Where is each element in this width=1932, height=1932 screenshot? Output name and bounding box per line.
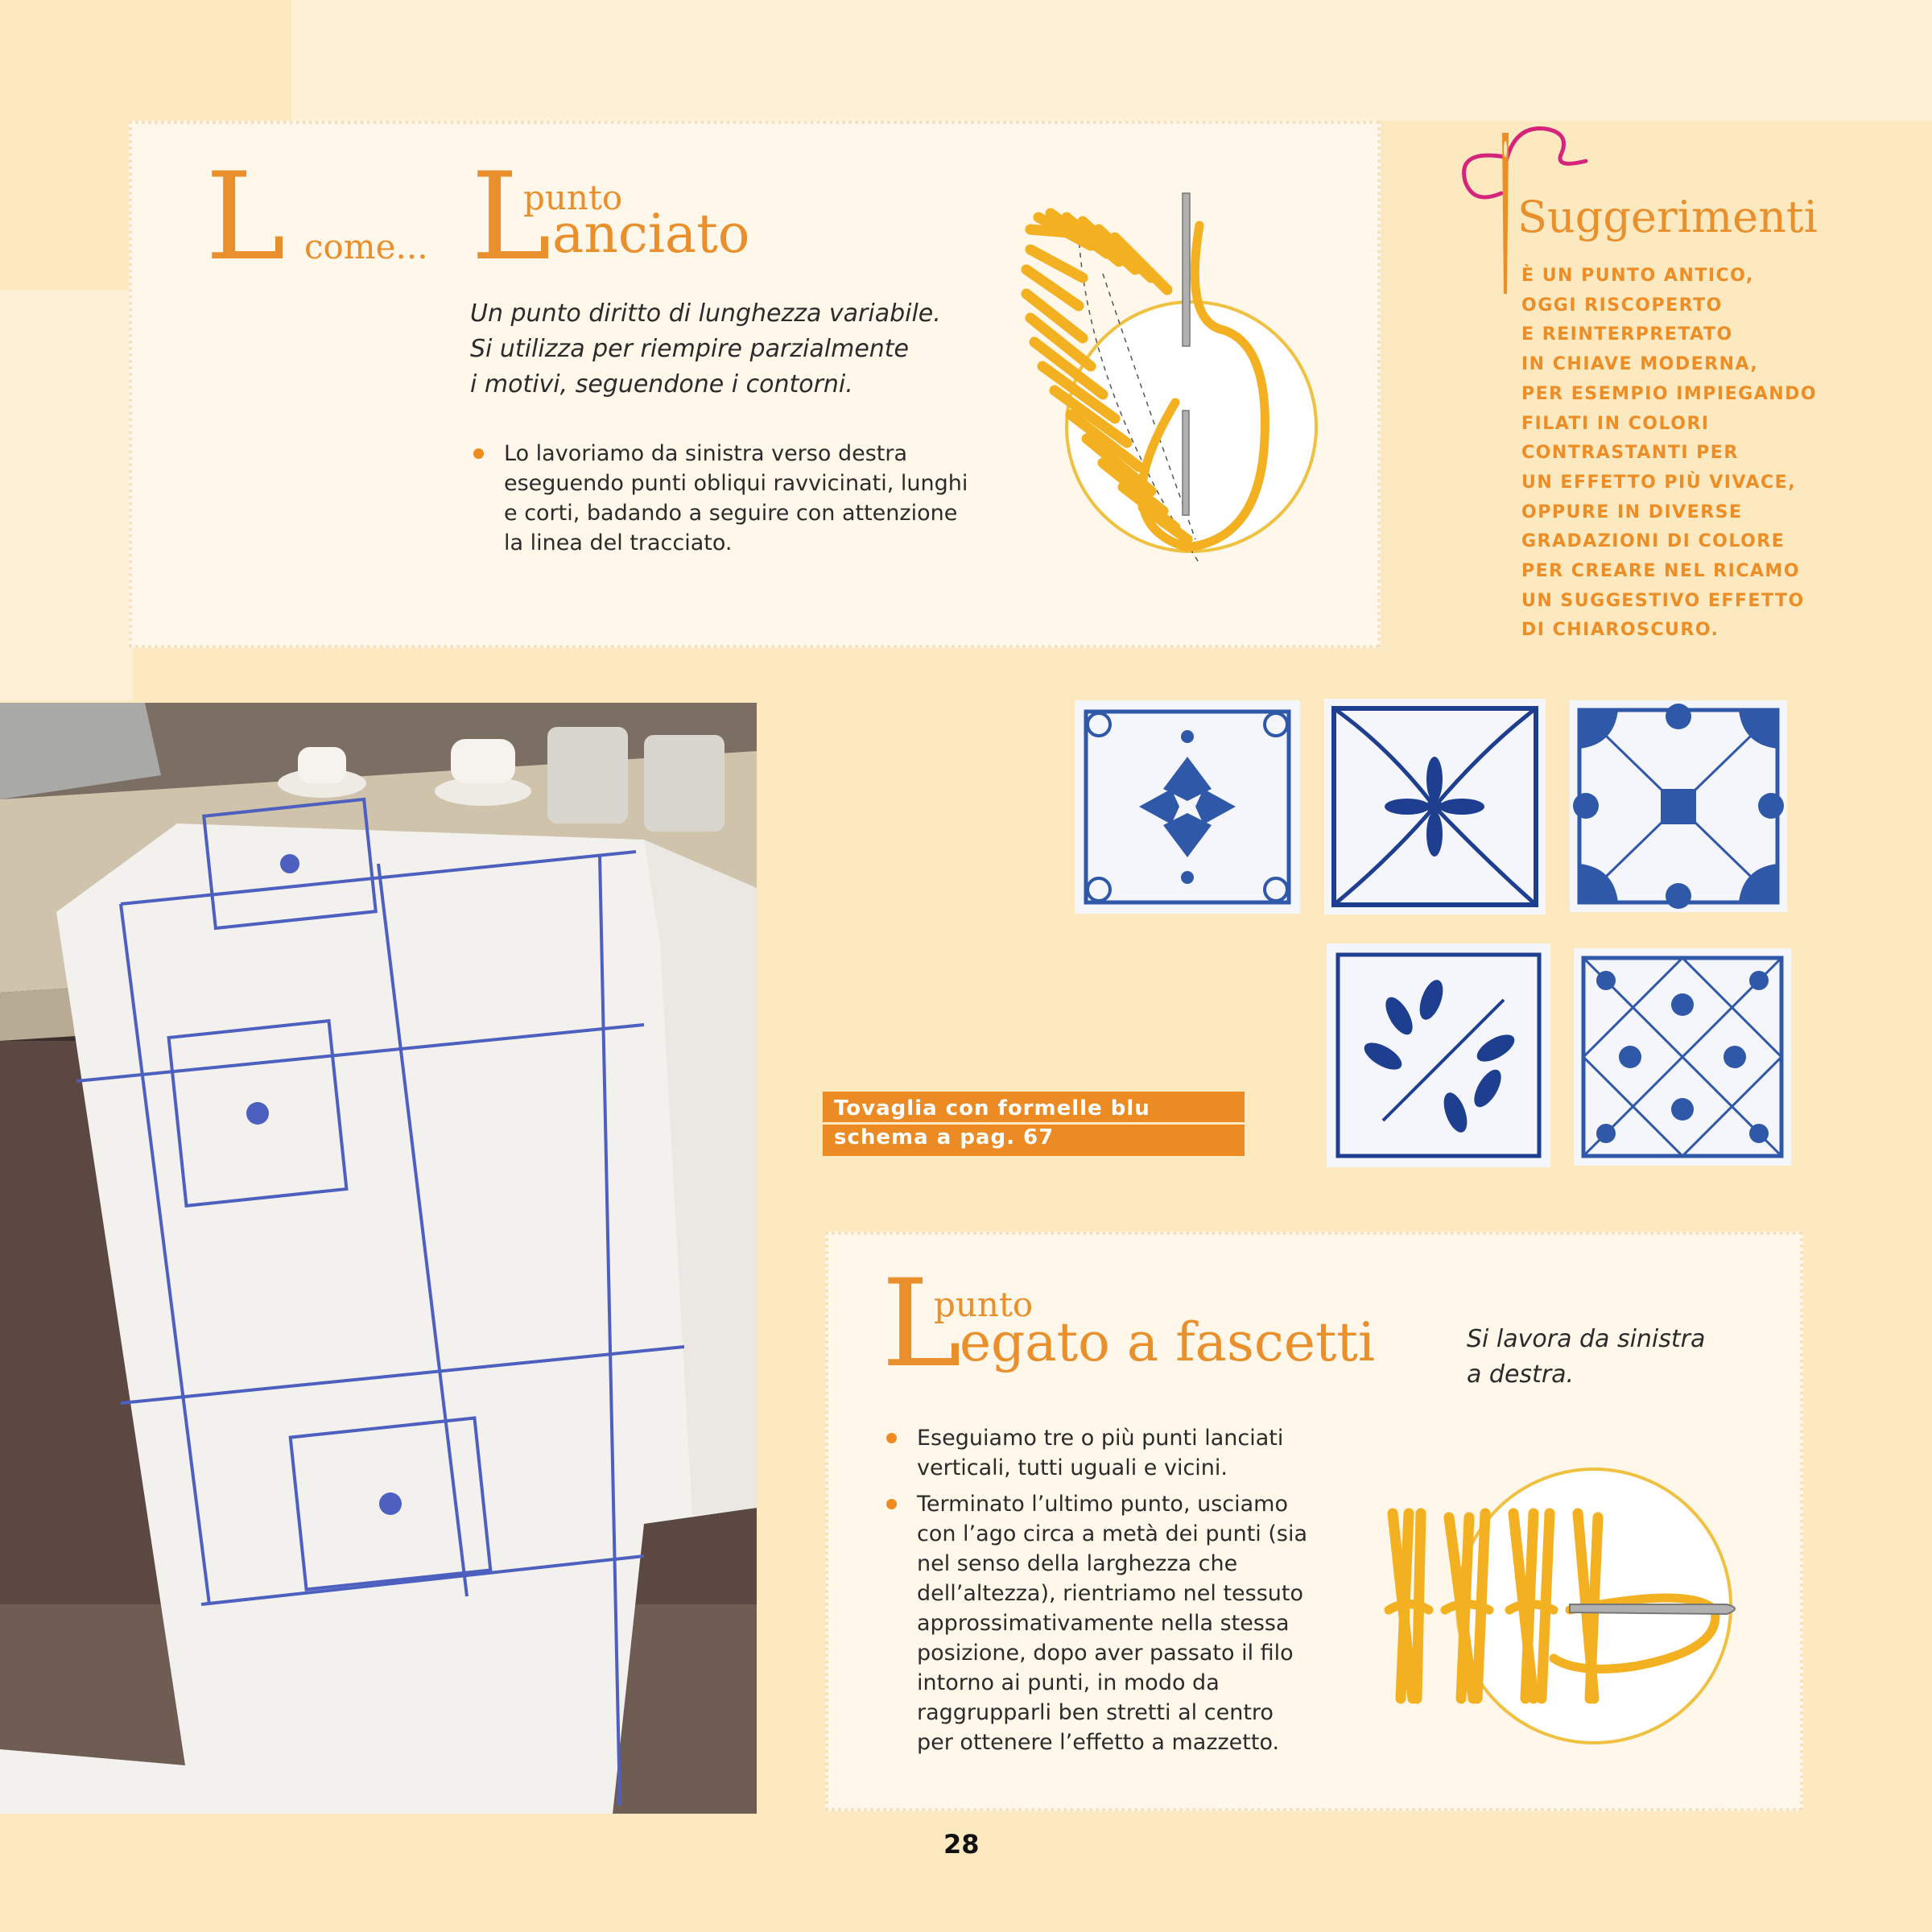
background-band-left xyxy=(0,290,133,700)
needle-icon xyxy=(1183,411,1189,515)
list-item: Eseguiamo tre o più punti lanciati verticali, tutti uguali e vicini. xyxy=(883,1423,1310,1483)
tile-image xyxy=(1574,948,1791,1166)
needle-icon xyxy=(1183,193,1190,346)
intro-line: Si utilizza per riempire parzialmente xyxy=(470,335,910,363)
intro-line: i motivi, seguendone i contorni. xyxy=(470,370,853,398)
bullet-icon xyxy=(886,1433,897,1443)
caption-divider xyxy=(823,1122,1245,1125)
tile-image xyxy=(1324,699,1546,914)
tip-line: FILATI IN COLORI xyxy=(1521,413,1710,434)
list-item: Terminato l’ultimo punto, usciamo con l’ago circa a metà dei punti (sia nel senso della larghezza che dell’altezza), rientriamo nel tessuto approssimativamente nella stessa posizione, dopo aver passato il filo intorno ai punti, in modo da raggrupparli ben stretti al centro per ottenere l’effetto a mazzetto. xyxy=(883,1489,1310,1757)
bullet-icon xyxy=(473,448,484,459)
title-punto: punto xyxy=(523,178,623,217)
bullet-icon xyxy=(886,1499,897,1509)
side-note-line: Si lavora da sinistra xyxy=(1467,1325,1706,1353)
caption-line: schema a pag. 67 xyxy=(834,1125,1055,1150)
tips-body xyxy=(1521,262,1868,646)
instruction-list xyxy=(470,439,969,564)
tip-line: CONTRASTANTI PER xyxy=(1521,443,1739,464)
title-initial: L xyxy=(881,1254,962,1394)
tip-line: IN CHIAVE MODERNA, xyxy=(1521,354,1759,375)
tip-line: OPPURE IN DIVERSE xyxy=(1521,502,1743,522)
list-item: Lo lavoriamo da sinistra verso destra eseguendo punti obliqui ravvicinati, lunghi e corti, badando a seguire con attenzione la linea del tracciato. xyxy=(470,439,969,558)
tip-line: GRADAZIONI DI COLORE xyxy=(1521,531,1785,552)
instruction-list xyxy=(883,1423,1310,1764)
title-initial: L xyxy=(471,147,551,287)
legato-stitch-illustration xyxy=(1368,1457,1755,1747)
tip-line: OGGI RISCOPERTO xyxy=(1521,295,1723,316)
tile-image xyxy=(1075,700,1300,914)
section-title: egato a fascetti xyxy=(960,1311,1376,1373)
section-come: come... xyxy=(304,227,428,266)
tip-line: E REINTERPRETATO xyxy=(1521,324,1733,345)
tip-line: UN EFFETTO PIÙ VIVACE, xyxy=(1521,472,1797,493)
side-note xyxy=(1467,1322,1757,1393)
tip-line: PER ESEMPIO IMPIEGANDO xyxy=(1521,383,1818,404)
tile-image xyxy=(1327,943,1550,1167)
intro-text xyxy=(470,296,985,402)
tile-image xyxy=(1570,700,1787,912)
tip-line: PER CREARE NEL RICAMO xyxy=(1521,561,1801,582)
photo-caption xyxy=(823,1092,1245,1156)
title-punto: punto xyxy=(934,1285,1034,1324)
tips-title: Suggerimenti xyxy=(1517,192,1818,242)
side-note-line: a destra. xyxy=(1467,1360,1575,1389)
tip-line: DI CHIAROSCURO. xyxy=(1521,620,1719,641)
background-band-top xyxy=(291,0,1932,121)
needle-icon xyxy=(1570,1604,1735,1614)
page-title: anciato xyxy=(552,203,750,265)
tip-line: UN SUGGESTIVO EFFETTO xyxy=(1521,590,1805,611)
page-number: 28 xyxy=(943,1829,980,1860)
caption-line: Tovaglia con formelle blu xyxy=(834,1096,1150,1121)
intro-line: Un punto diritto di lunghezza variabile. xyxy=(470,299,941,328)
lanciato-stitch-illustration xyxy=(1014,185,1320,588)
tablecloth-photo xyxy=(0,703,757,1814)
tip-line: È UN PUNTO ANTICO, xyxy=(1521,266,1754,286)
section-initial: L xyxy=(205,147,286,287)
